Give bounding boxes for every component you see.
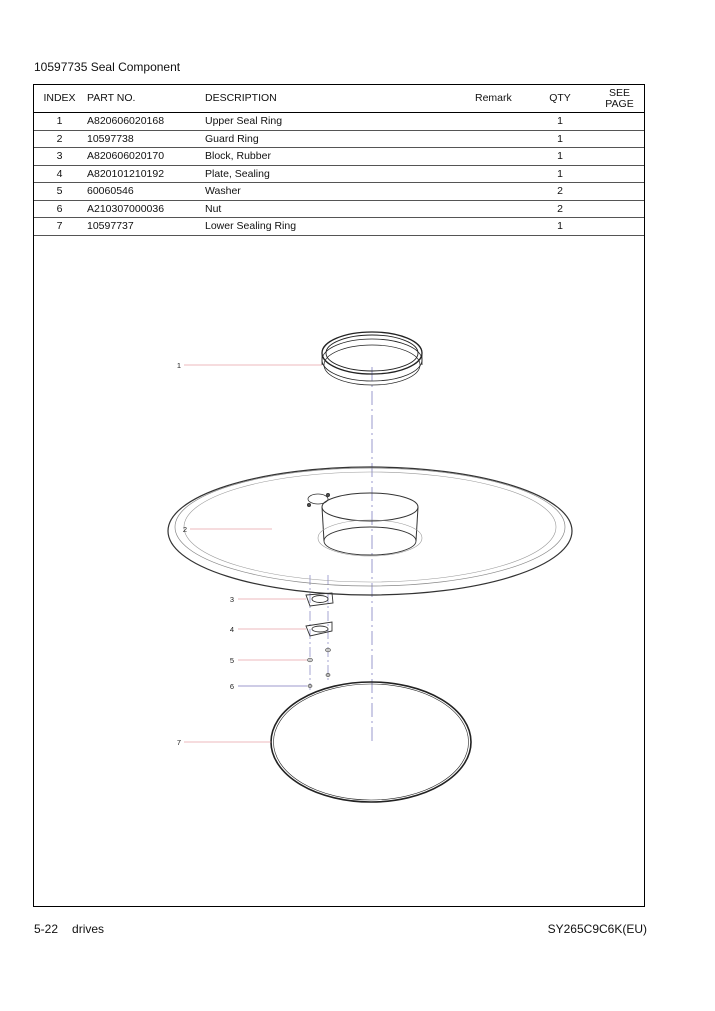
- col-qty: QTY: [525, 85, 595, 113]
- col-see-page-line1: SEE: [608, 86, 630, 99]
- cell-part-no: A820606020170: [85, 148, 205, 166]
- footer-page-number: 5-22: [34, 922, 59, 936]
- cell-qty: 1: [525, 113, 595, 131]
- cell-index: 5: [34, 183, 85, 201]
- cell-index: 4: [34, 165, 85, 183]
- cell-index: 7: [34, 218, 85, 236]
- footer-left: [34, 922, 104, 936]
- cell-part-no: 60060546: [85, 183, 205, 201]
- cell-description: Washer: [205, 183, 475, 201]
- cell-description: Nut: [205, 200, 475, 218]
- cell-qty: 1: [525, 218, 595, 236]
- cell-description: Plate, Sealing: [205, 165, 475, 183]
- exploded-drawing: [34, 85, 646, 908]
- page-title: 10597735 Seal Component: [34, 60, 181, 74]
- cell-description: Upper Seal Ring: [205, 113, 475, 131]
- callout-1: 1: [176, 361, 181, 370]
- callout-4: 4: [229, 625, 234, 634]
- cell-part-no: A820606020168: [85, 113, 205, 131]
- callout-3: 3: [229, 595, 234, 604]
- col-part-no: PART NO.: [85, 85, 205, 113]
- cell-qty: 1: [525, 148, 595, 166]
- cell-index: 1: [34, 113, 85, 131]
- leader-lines: [184, 365, 322, 742]
- col-description: DESCRIPTION: [205, 85, 475, 113]
- col-see-page-line2: PAGE: [605, 97, 634, 110]
- col-index: INDEX: [34, 85, 85, 113]
- cell-index: 3: [34, 148, 85, 166]
- footer-section: drives: [72, 922, 105, 936]
- footer-model: SY265C9C6K(EU): [547, 922, 647, 936]
- cell-description: Guard Ring: [205, 130, 475, 148]
- col-remark: Remark: [475, 85, 525, 113]
- callout-5: 5: [229, 656, 234, 665]
- cell-part-no: 10597738: [85, 130, 205, 148]
- callout-6: 6: [229, 682, 234, 691]
- cell-description: Lower Sealing Ring: [205, 218, 475, 236]
- cell-qty: 1: [525, 165, 595, 183]
- cell-index: 6: [34, 200, 85, 218]
- cell-qty: 2: [525, 200, 595, 218]
- cell-part-no: 10597737: [85, 218, 205, 236]
- cell-qty: 1: [525, 130, 595, 148]
- cell-index: 2: [34, 130, 85, 148]
- callout-7: 7: [176, 738, 181, 747]
- cell-part-no: A820101210192: [85, 165, 205, 183]
- cell-description: Block, Rubber: [205, 148, 475, 166]
- parts-frame: [33, 84, 645, 907]
- cell-part-no: A210307000036: [85, 200, 205, 218]
- part-guard-ring: [168, 467, 572, 595]
- part-washers: [308, 648, 331, 662]
- part-lower-sealing-ring: [271, 682, 471, 802]
- part-nuts: [308, 673, 330, 687]
- cell-qty: 2: [525, 183, 595, 201]
- callout-2: 2: [182, 525, 187, 534]
